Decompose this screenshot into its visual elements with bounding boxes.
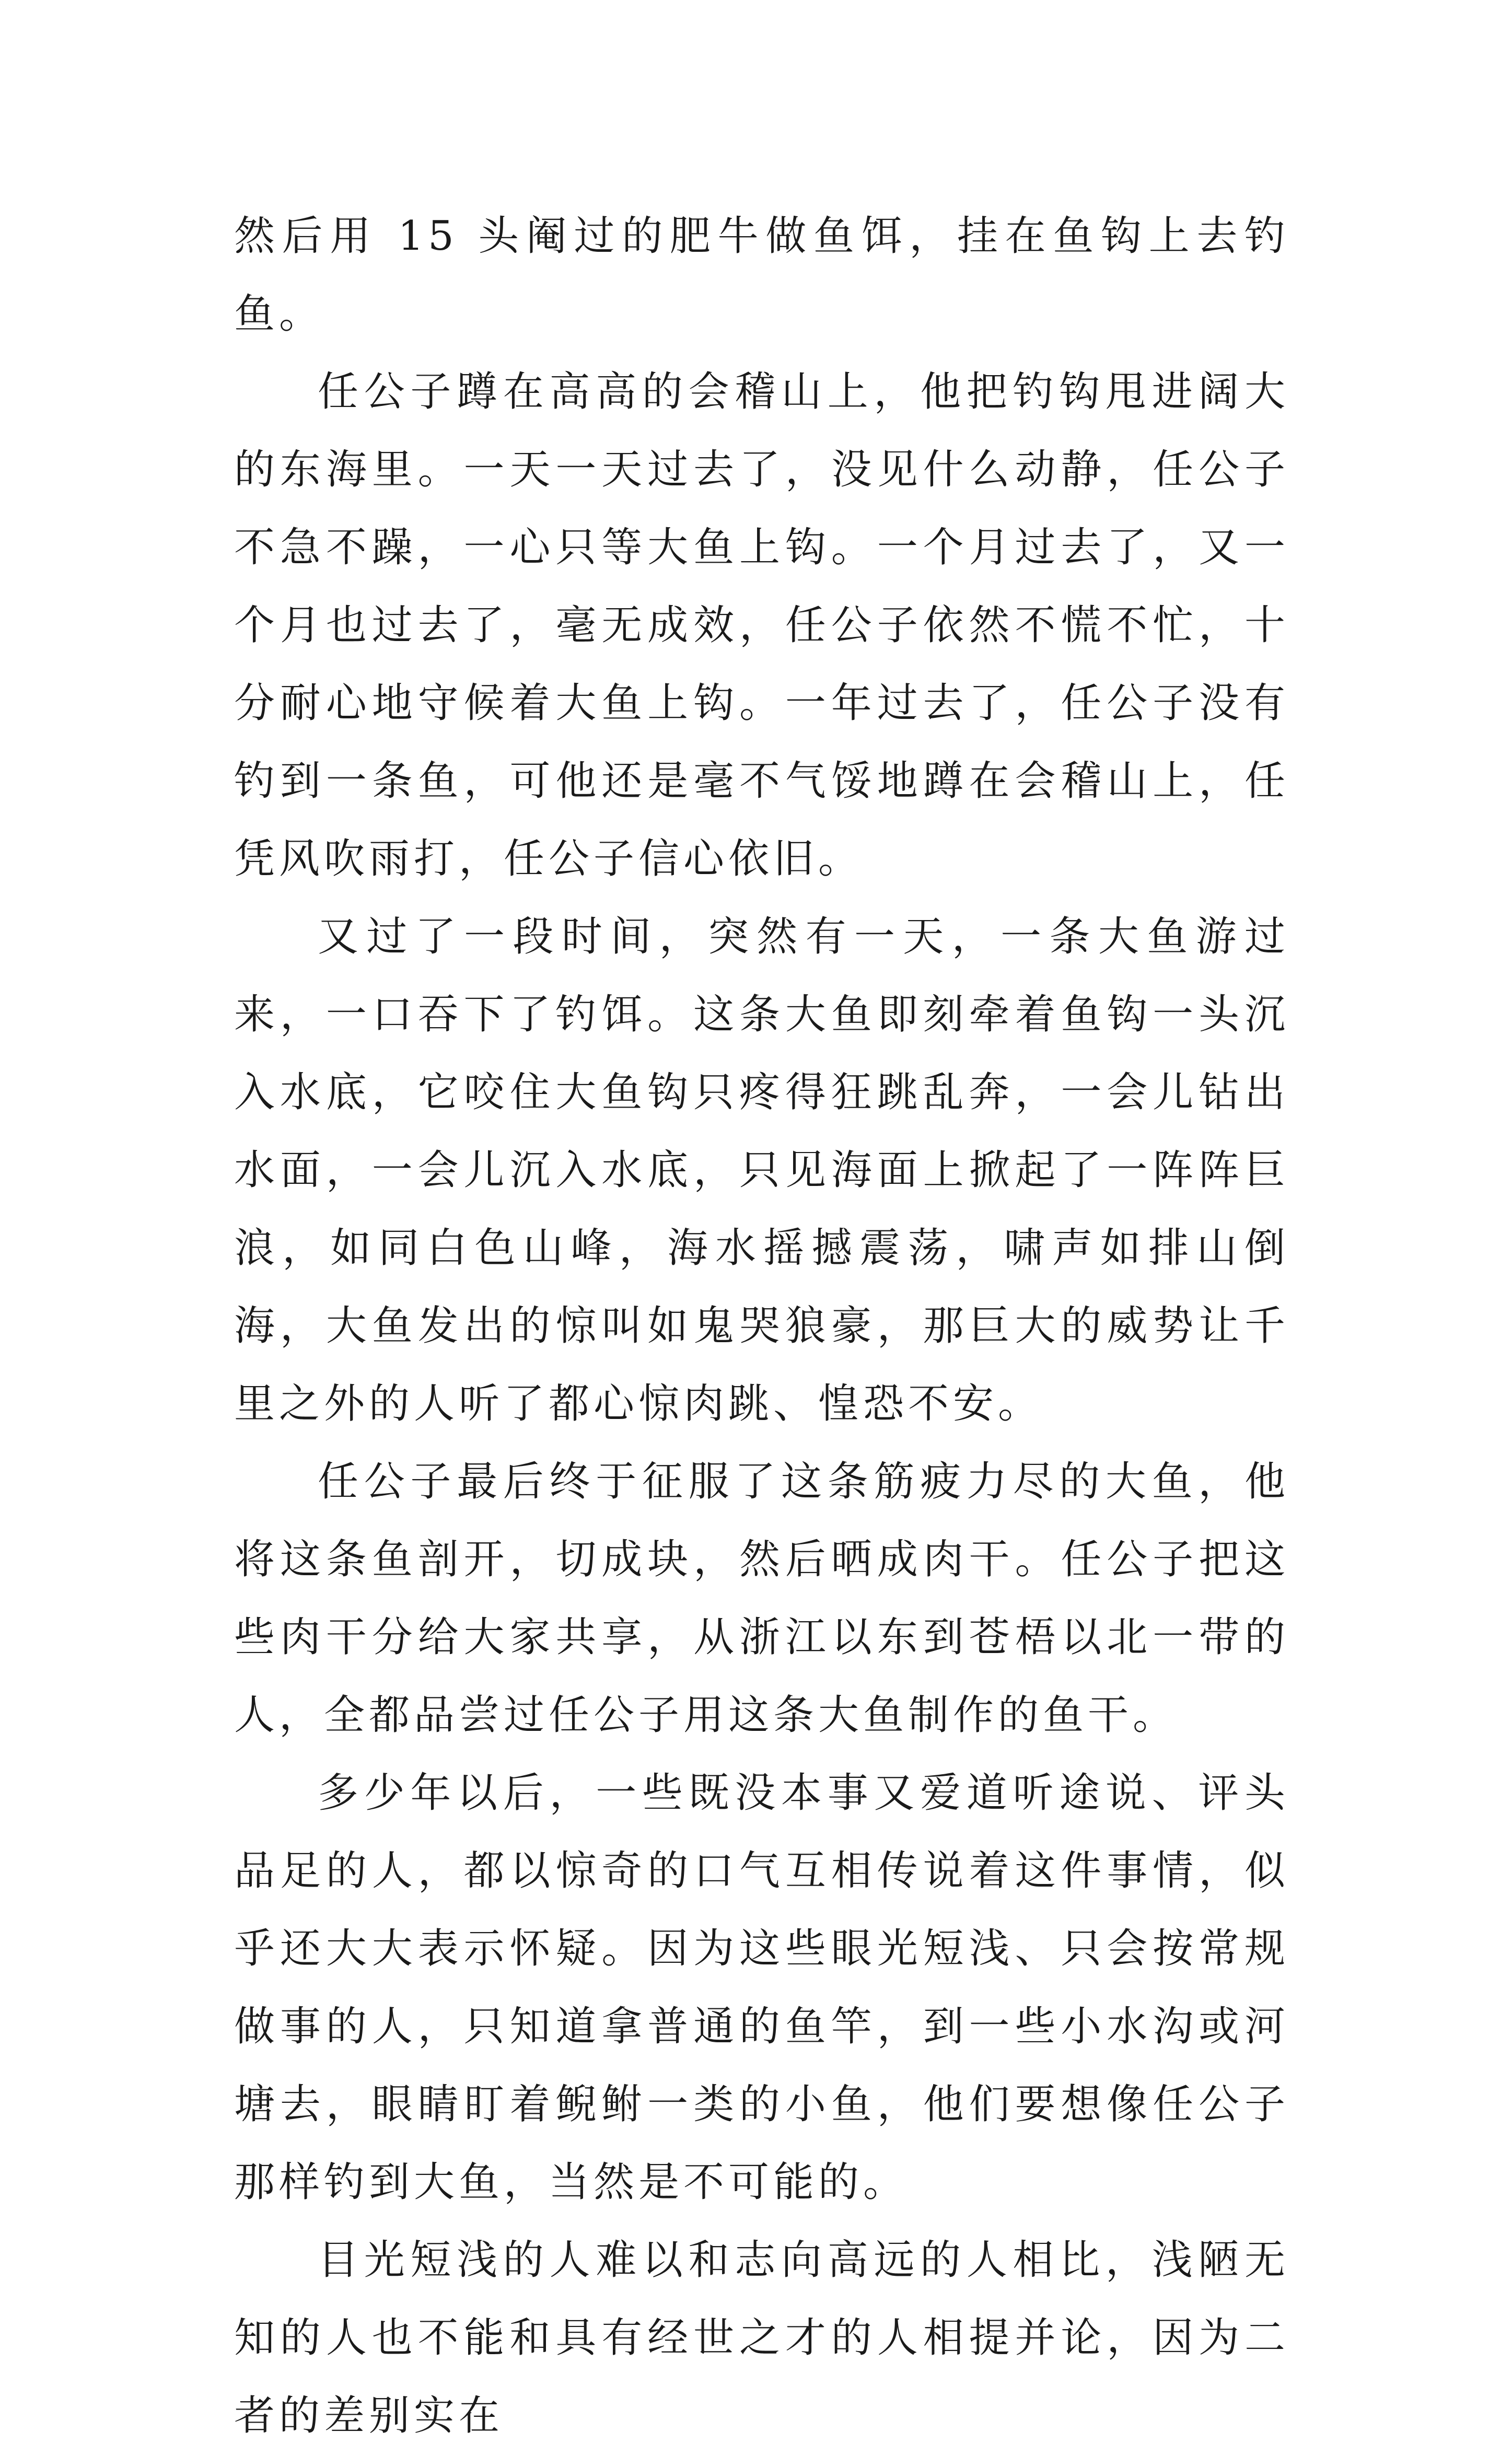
paragraph-1: 然后用 15 头阉过的肥牛做鱼饵，挂在鱼钩上去钓鱼。 bbox=[234, 213, 1289, 338]
paragraph-5: 多少年以后，一些既没本事又爱道听途说、评头品足的人，都以惊奇的口气互相传说着这件事情，似乎还大大表示怀疑。因为这些眼光短浅、只会按常规做事的人，只知道拿普通的鱼竿，到一些小水沟或河塘去，眼睛盯着鲵鲋一类的小鱼，他们要想像任公子那样钓到大鱼，当然是不可能的。 bbox=[234, 1770, 1289, 2206]
paragraph-2: 任公子蹲在高高的会稽山上，他把钓钩甩进阔大的东海里。一天一天过去了，没见什么动静，任公子不急不躁，一心只等大鱼上钩。一个月过去了，又一个月也过去了，毫无成效，任公子依然不慌不忙，十分耐心地守候着大鱼上钩。一年过去了，任公子没有钓到一条鱼，可他还是毫不气馁地蹲在会稽山上，任凭风吹雨打，任公子信心依旧。 bbox=[234, 368, 1289, 882]
paragraph-6: 目光短浅的人难以和志向高远的人相比，浅陋无知的人也不能和具有经世之才的人相提并论，因为二者的差别实在 bbox=[234, 2237, 1289, 2439]
body-text bbox=[234, 197, 1289, 2455]
paragraph-3: 又过了一段时间，突然有一天，一条大鱼游过来，一口吞下了钓饵。这条大鱼即刻牵着鱼钩一头沉入水底，它咬住大鱼钩只疼得狂跳乱奔，一会儿钻出水面，一会儿沉入水底，只见海面上掀起了一阵阵巨浪，如同白色山峰，海水摇撼震荡，啸声如排山倒海，大鱼发出的惊叫如鬼哭狼豪，那巨大的威势让千里之外的人听了都心惊肉跳、惶恐不安。 bbox=[234, 913, 1289, 1427]
paragraph-4: 任公子最后终于征服了这条筋疲力尽的大鱼，他将这条鱼剖开，切成块，然后晒成肉干。任公子把这些肉干分给大家共享，从浙江以东到苍梧以北一带的人，全都品尝过任公子用这条大鱼制作的鱼干。 bbox=[234, 1458, 1289, 1739]
